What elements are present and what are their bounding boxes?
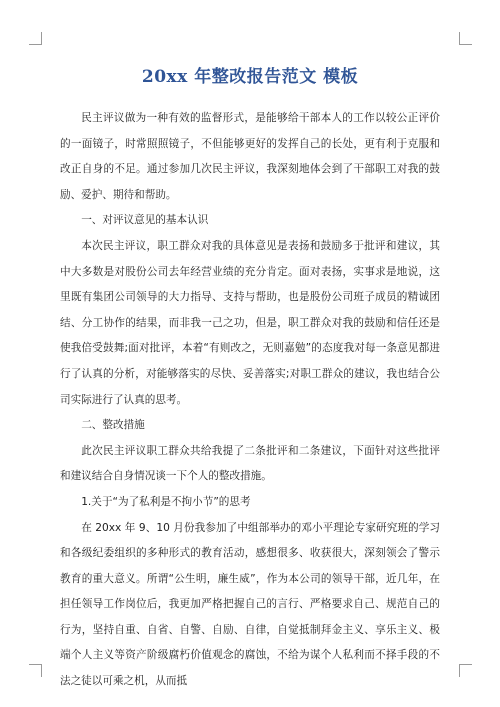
intro-paragraph: 民主评议做为一种有效的监督形式，是能够给干部本人的工作以较公正评价的一面镜子，时常照照镜子，不但能够更好的发挥自己的长处，更有利于克服和改正自身的不足。通过参加几次民主评议，我深刻地体会到了干部职工对我的鼓励、爱护、期待和帮助。	[60, 112, 440, 201]
body-paragraph: 本次民主评议，职工群众对我的具体意见是表扬和鼓励多于批评和建议，其中大多数是对股份公司去年经营业绩的充分肯定。面对表扬，实事求是地说，这里既有集团公司领导的大力指导、支持与帮助，也是股份公司班子成员的精诚团结、分工协作的结果，而非我一己之功，但是，职工群众对我的鼓励和信任还是使我倍受鼓舞;面对批评，本着“有则改之，无则嘉勉”的态度我对每一条意见都进行了认真的分析，对能够落实的尽快、妥善落实;对职工群众的建议，我也结合公司实际进行了认真的思考。	[60, 239, 440, 406]
body-paragraph: 此次民主评议职工群众共给我提了二条批评和二条建议，下面针对这些批评和建议结合自身情况谈一下个人的整改措施。	[60, 444, 440, 483]
body-paragraph: 在 20xx 年 9、10 月份我参加了中组部举办的邓小平理论专家研究班的学习和各级纪委组织的多种形式的教育活动，感想很多、收获很大，深刻领会了警示教育的重大意义。所谓“公生明，廉生威”，作为本公司的领导干部，近几年，在担任领导工作岗位后，我更加严格把握自己的言行、严格要求自己、规范自己的行为，坚持自重、自省、自警、自励、自律，自觉抵制拜金主义、享乐主义、极端个人主义等资产阶级腐朽价值观念的腐蚀，不给为谋个人私利而不择手段的不法之徒以可乘之机，从而抵	[60, 521, 440, 688]
crop-mark-top-right	[459, 32, 472, 45]
document-body	[60, 106, 440, 695]
subsection-heading: 1.关于“为了私利是不拘小节”的思考	[81, 495, 251, 508]
crop-mark-top-left	[29, 32, 42, 45]
crop-mark-bottom-right	[459, 664, 472, 677]
section-heading-1: 一、对评议意见的基本认识	[81, 214, 209, 227]
document-title: 20xx 年整改报告范文 模板	[141, 67, 359, 87]
crop-mark-bottom-left	[29, 664, 42, 677]
section-heading-2: 二、整改措施	[81, 419, 145, 432]
